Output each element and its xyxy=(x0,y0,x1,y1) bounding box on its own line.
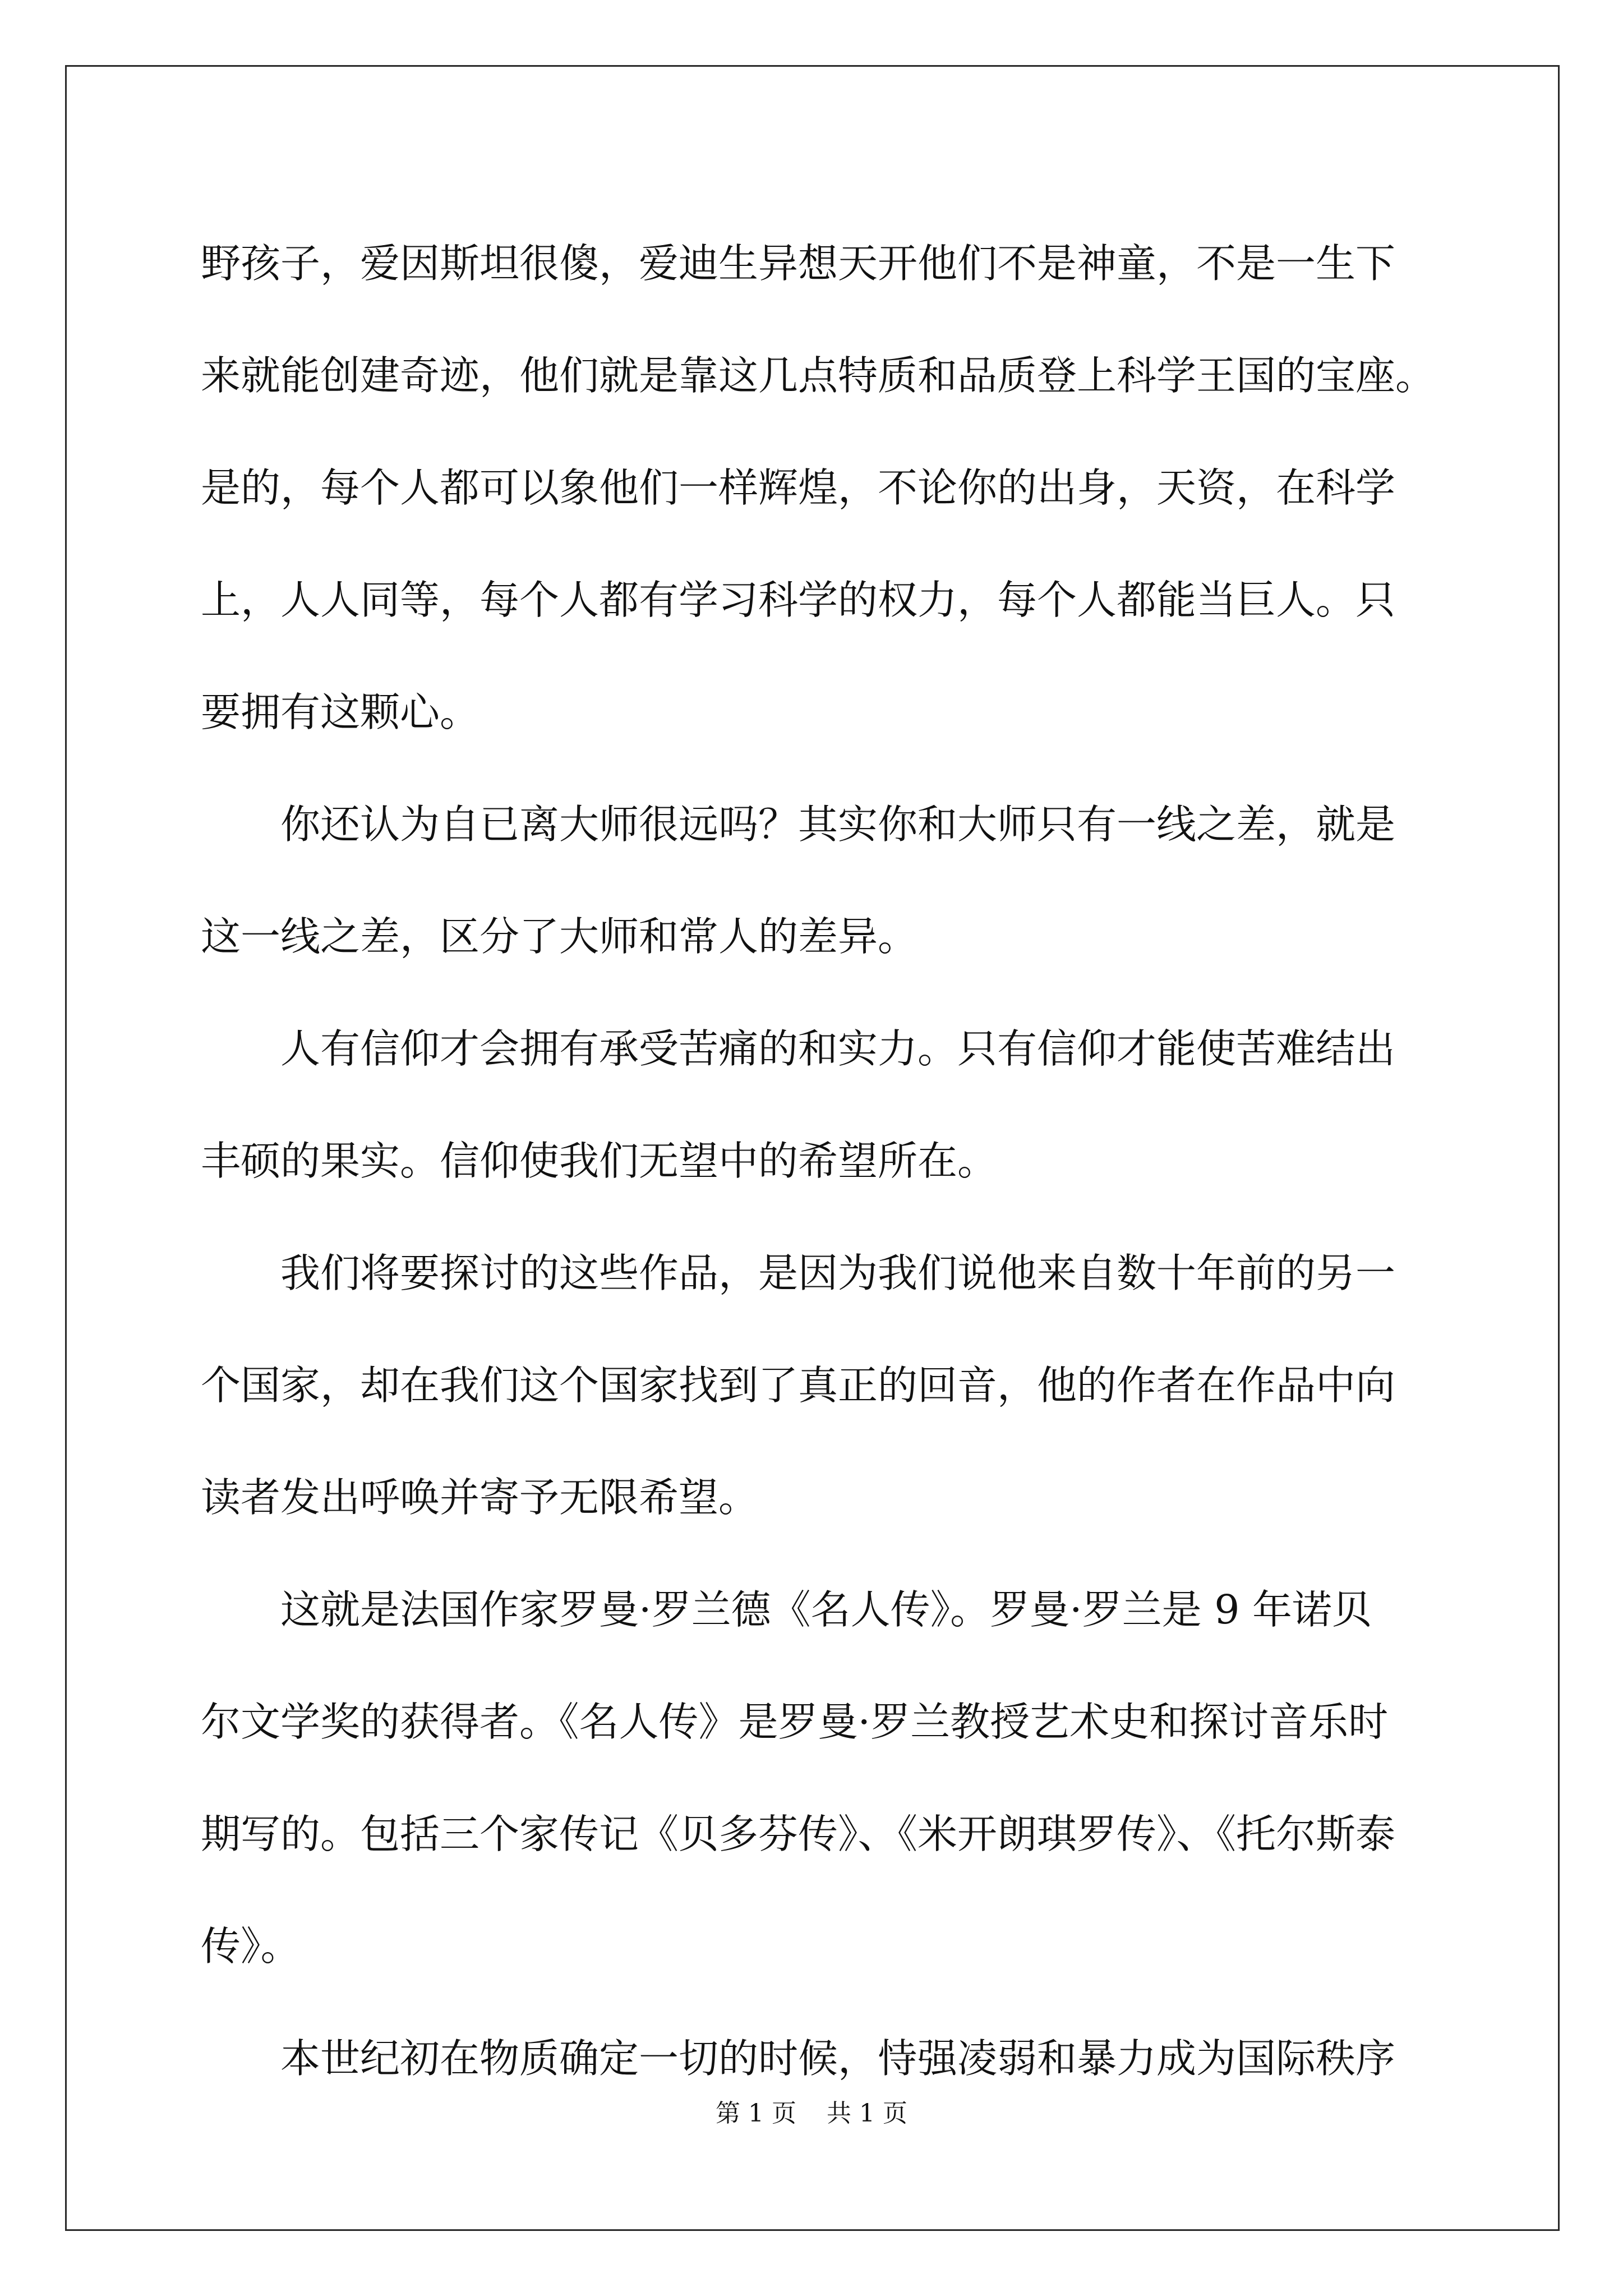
text-line: 你还认为自已离大师很远吗？其实你和大师只有一线之差，就是 xyxy=(201,801,1396,848)
text-line: 个国家，却在我们这个国家找到了真正的回音，他的作者在作品中向 xyxy=(201,1362,1396,1409)
text-line: 人有信仰才会拥有承受苦痛的和实力。只有信仰才能使苦难结出 xyxy=(201,1025,1396,1072)
paragraph xyxy=(201,1217,1429,1554)
text-line: 野孩子，爱因斯坦很傻，爱迪生异想天开他们不是神童，不是一生下 xyxy=(201,240,1396,287)
page-number: 第 1 页 xyxy=(716,2099,796,2128)
paragraph xyxy=(201,208,1436,769)
paragraph xyxy=(201,1554,1429,2003)
text-line: 这就是法国作家罗曼·罗兰德《名人传》。罗曼·罗兰是 9 年诺贝 xyxy=(201,1586,1372,1633)
document-body xyxy=(201,208,1436,2115)
text-line: 这一线之差，区分了大师和常人的差异。 xyxy=(201,913,918,960)
paragraph xyxy=(201,993,1429,1217)
page-footer xyxy=(0,2097,1623,2131)
text-line: 来就能创建奇迹，他们就是靠这几点特质和品质登上科学王国的宝座。 xyxy=(201,352,1436,399)
text-line: 读者发出呼唤并寄予无限希望。 xyxy=(201,1474,759,1521)
text-line: 传》。 xyxy=(201,1923,301,1970)
text-line: 上，人人同等，每个人都有学习科学的权力，每个人都能当巨人。只 xyxy=(201,577,1396,623)
text-line: 本世纪初在物质确定一切的时候，恃强凌弱和暴力成为国际秩序 xyxy=(201,2035,1396,2082)
text-line: 是的，每个人都可以象他们一样辉煌，不论你的出身，天资，在科学 xyxy=(201,464,1396,511)
text-line: 丰硕的果实。信仰使我们无望中的希望所在。 xyxy=(201,1138,998,1184)
text-line: 要拥有这颗心。 xyxy=(201,689,480,735)
page-total: 共 1 页 xyxy=(827,2099,907,2128)
text-line: 我们将要探讨的这些作品，是因为我们说他来自数十年前的另一 xyxy=(201,1250,1396,1296)
text-line: 期写的。包括三个家传记《贝多芬传》、《米开朗琪罗传》、《托尔斯泰 xyxy=(201,1811,1396,1857)
text-line: 尔文学奖的获得者。《名人传》是罗曼·罗兰教授艺术史和探讨音乐时 xyxy=(201,1699,1389,1745)
paragraph xyxy=(201,769,1429,993)
